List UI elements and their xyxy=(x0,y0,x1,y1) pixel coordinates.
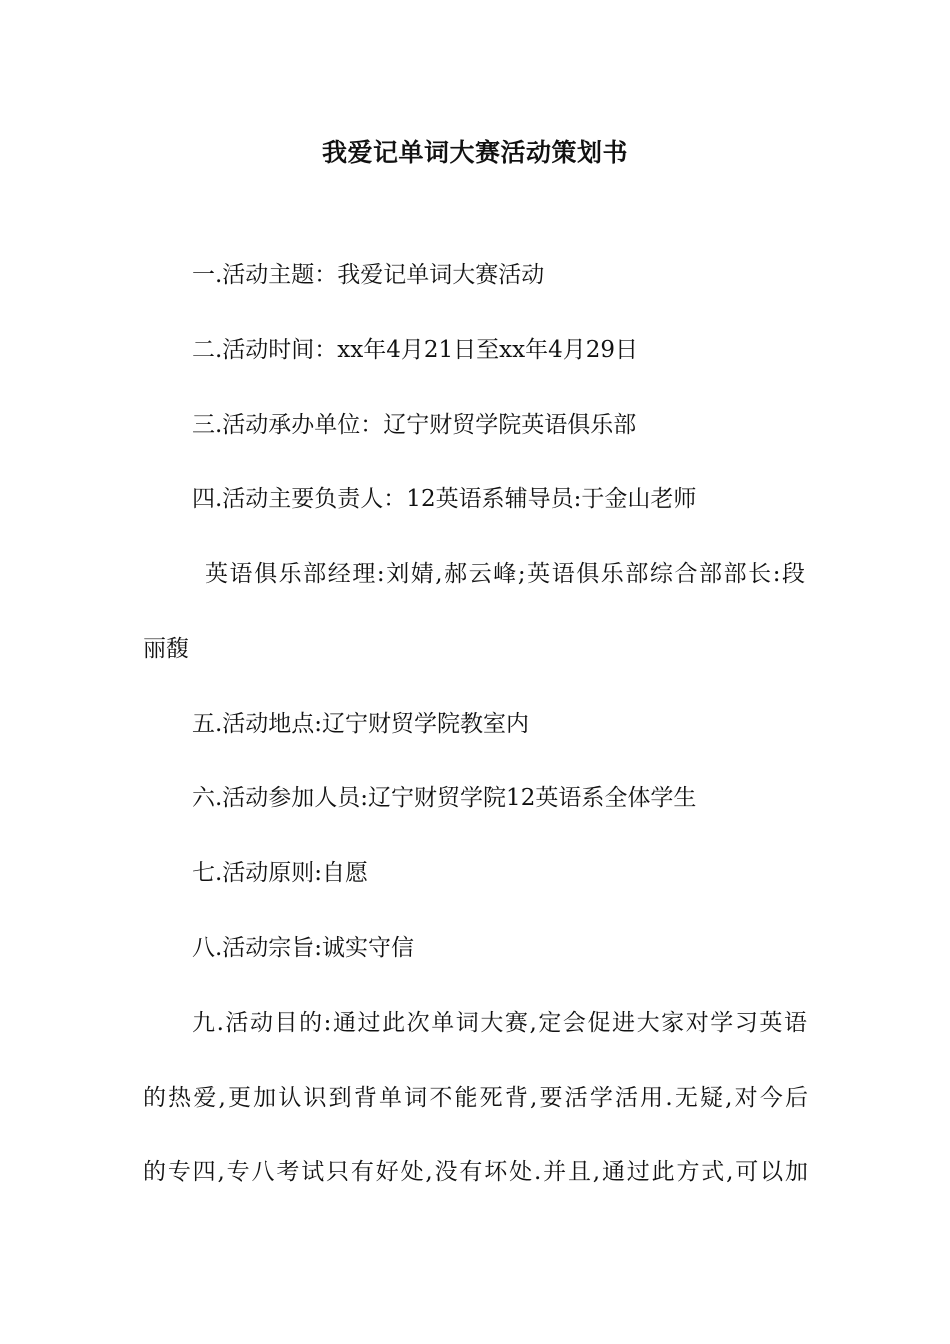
section-theme: 一.活动主题：我爱记单词大赛活动 xyxy=(192,262,545,288)
section-leaders: 四.活动主要负责人：12英语系辅导员:于金山老师 xyxy=(192,486,697,512)
section-organizer: 三.活动承办单位：辽宁财贸学院英语俱乐部 xyxy=(192,412,637,438)
section-principle: 七.活动原则:自愿 xyxy=(192,860,369,886)
document-title: 我爱记单词大赛活动策划书 xyxy=(321,138,628,167)
section-leaders-name-end: 丽馥 xyxy=(143,636,189,662)
section-purpose-motto: 八.活动宗旨:诚实守信 xyxy=(192,935,415,961)
section-purpose-line-3: 的专四,专八考试只有好处,没有坏处.并且,通过此方式,可以加 xyxy=(143,1159,808,1185)
section-purpose-line-1: 九.活动目的:通过此次单词大赛,定会促进大家对学习英语 xyxy=(192,1010,807,1036)
section-leaders-continued: 英语俱乐部经理:刘婧,郝云峰;英语俱乐部综合部部长:段 xyxy=(205,561,805,587)
section-location: 五.活动地点:辽宁财贸学院教室内 xyxy=(192,711,530,737)
section-participants: 六.活动参加人员:辽宁财贸学院12英语系全体学生 xyxy=(192,785,697,811)
section-purpose-line-2: 的热爱,更加认识到背单词不能死背,要活学活用.无疑,对今后 xyxy=(143,1085,808,1111)
section-time: 二.活动时间：xx年4月21日至xx年4月29日 xyxy=(192,337,638,363)
